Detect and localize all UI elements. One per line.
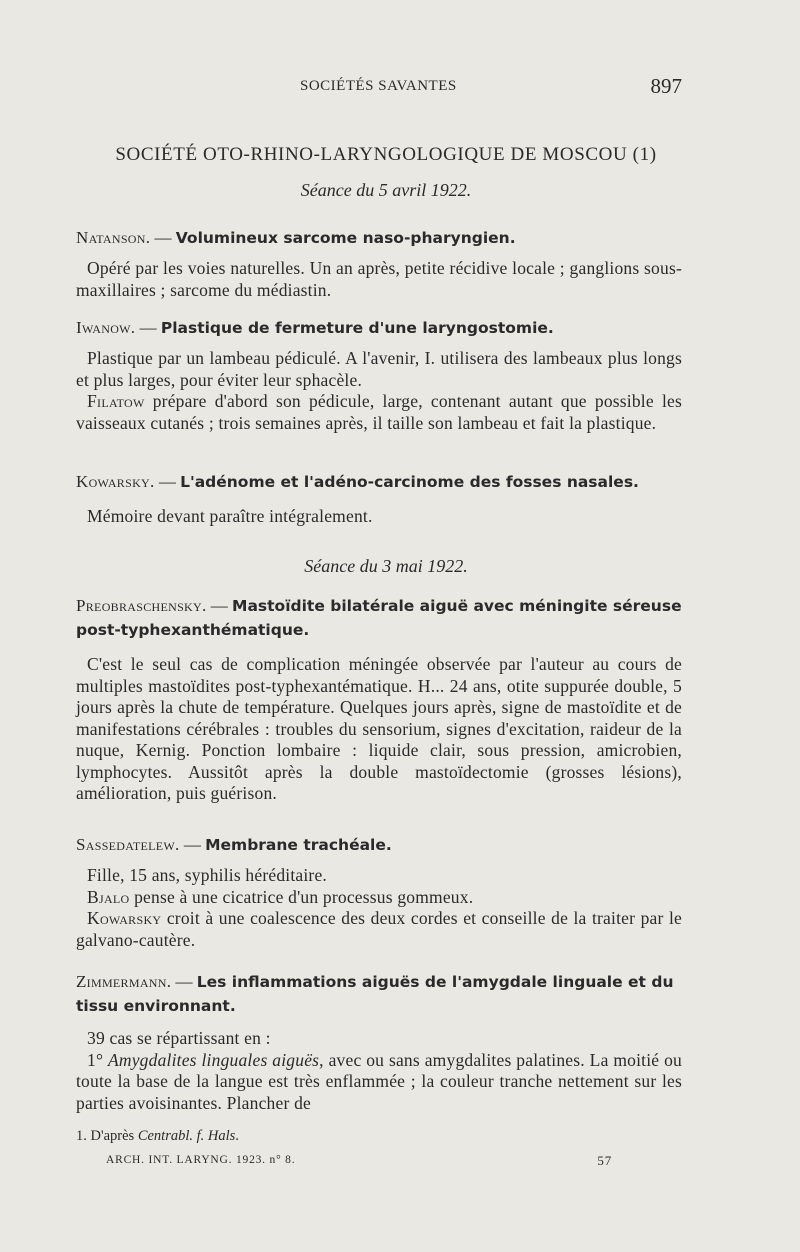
dash: — bbox=[206, 596, 233, 615]
entry-preobraschensky bbox=[76, 594, 682, 805]
entry-subject: Les inflammations aiguës de l'amygdale linguale et du tissu environnant. bbox=[76, 973, 674, 1015]
entry-subject: L'adénome et l'adéno-carcinome des fosses nasales. bbox=[180, 473, 639, 491]
entry-paragraph: 39 cas se répartissant en : bbox=[87, 1028, 271, 1048]
entry-subject: Plastique de fermeture d'une laryngostomie. bbox=[160, 319, 554, 337]
paragraph-text: , avec ou sans amygdalites palatines. La moitié ou toute la base de la langue est très enflammée ; la couleur tranche nettement sur les parties avoisinantes. Plancher de bbox=[76, 1049, 682, 1113]
author-name: Iwanow. bbox=[76, 318, 136, 337]
page-number: 897 bbox=[650, 74, 682, 98]
entry-heading bbox=[76, 226, 682, 250]
entry-subject: Membrane trachéale. bbox=[205, 836, 392, 854]
entry-heading bbox=[76, 594, 682, 642]
author-name: Zimmermann. bbox=[76, 972, 172, 991]
author-name: Kowarsky. bbox=[76, 472, 155, 491]
entry-sassedatelew bbox=[76, 833, 682, 951]
entry-subject: Mastoïdite bilatérale aiguë avec méningite séreuse post-typhexanthématique. bbox=[76, 597, 682, 639]
entry-paragraph bbox=[76, 391, 682, 434]
entry-paragraph: Opéré par les voies naturelles. Un an après, petite récidive locale ; ganglions sous-maxillaires ; sarcome du médiastin. bbox=[76, 258, 682, 300]
paragraph-text: croit à une coalescence des deux cordes et conseille de la traiter par le galvano-cautère. bbox=[76, 908, 682, 950]
entry-paragraph: Fille, 15 ans, syphilis héréditaire. bbox=[87, 865, 328, 885]
dash: — bbox=[154, 472, 181, 491]
paragraph-text: prépare d'abord son pédicule, large, contenant autant que possible les vaisseaux cutanés ; trois semaines après, il taille son lambeau et fait la plastique. bbox=[76, 391, 682, 433]
author-name: Sassedatelew. bbox=[76, 835, 180, 854]
entry-list-item bbox=[76, 1050, 682, 1115]
dash: — bbox=[179, 835, 206, 854]
entry-paragraph: C'est le seul cas de complication méningée observée par l'auteur au cours de multiples mastoïdites post-typhexantématique. H... 24 ans, otite suppurée double, 5 jours après la chute de température. Quelques jours après, signe de mastoïdite et de manifestations cérébrales : troubles du sensorium, signes d'excitation, raideur de la nuque, Kernig. Ponction lombaire : liquide clair, sous pression, amicrobien, lymphocytes. Aussitôt après la double mastoïdectomie (grosses lésions), amélioration, puis guérison. bbox=[76, 654, 682, 803]
page-header bbox=[76, 74, 684, 100]
item-number: 1° bbox=[87, 1049, 108, 1070]
entry-heading bbox=[76, 470, 682, 494]
signature-text: ARCH. INT. LARYNG. 1923. n° 8. bbox=[106, 1154, 296, 1166]
author-name: Filatow bbox=[87, 391, 145, 411]
printer-signature bbox=[106, 1154, 612, 1166]
entry-natanson bbox=[76, 226, 682, 301]
signature-sheet-number: 57 bbox=[597, 1153, 612, 1168]
session-date-1: Séance du 5 avril 1922. bbox=[300, 180, 472, 200]
running-head: SOCIÉTÉS SAVANTES bbox=[300, 78, 457, 94]
footnote-end: . bbox=[235, 1128, 239, 1144]
dash: — bbox=[135, 318, 161, 337]
footnote-source: Centrabl. f. Hals bbox=[137, 1128, 236, 1144]
author-name: Natanson. bbox=[76, 228, 151, 247]
session-date-2: Séance du 3 mai 1922. bbox=[304, 556, 468, 576]
dash: — bbox=[171, 972, 197, 991]
entry-paragraph bbox=[76, 908, 682, 951]
entry-zimmermann bbox=[76, 970, 682, 1114]
author-name: Bjalo bbox=[87, 886, 130, 907]
entry-kowarsky bbox=[76, 470, 682, 528]
society-title: SOCIÉTÉ OTO-RHINO-LARYNGOLOGIQUE DE MOSCOU (1) bbox=[115, 144, 657, 165]
entry-heading bbox=[76, 316, 682, 340]
entry-subject: Volumineux sarcome naso-pharyngien. bbox=[175, 229, 516, 247]
entry-iwanow bbox=[76, 316, 682, 434]
entry-paragraph bbox=[76, 887, 682, 909]
author-name: Kowarsky bbox=[87, 908, 162, 928]
entry-heading bbox=[76, 833, 682, 857]
entry-paragraph: Mémoire devant paraître intégralement. bbox=[87, 506, 373, 526]
dash: — bbox=[150, 228, 176, 247]
footnote bbox=[76, 1128, 239, 1145]
footnote-number: 1. D'après bbox=[76, 1128, 138, 1144]
paragraph-text: pense à une cicatrice d'un processus gommeux. bbox=[129, 886, 474, 907]
item-italic-term: Amygdalites linguales aiguës bbox=[107, 1049, 320, 1070]
author-name: Preobraschensky. bbox=[76, 596, 207, 615]
entry-heading bbox=[76, 970, 682, 1018]
entry-paragraph: Plastique par un lambeau pédiculé. A l'avenir, I. utilisera des lambeaux plus longs et plus larges, pour éviter leur sphacèle. bbox=[76, 348, 682, 390]
